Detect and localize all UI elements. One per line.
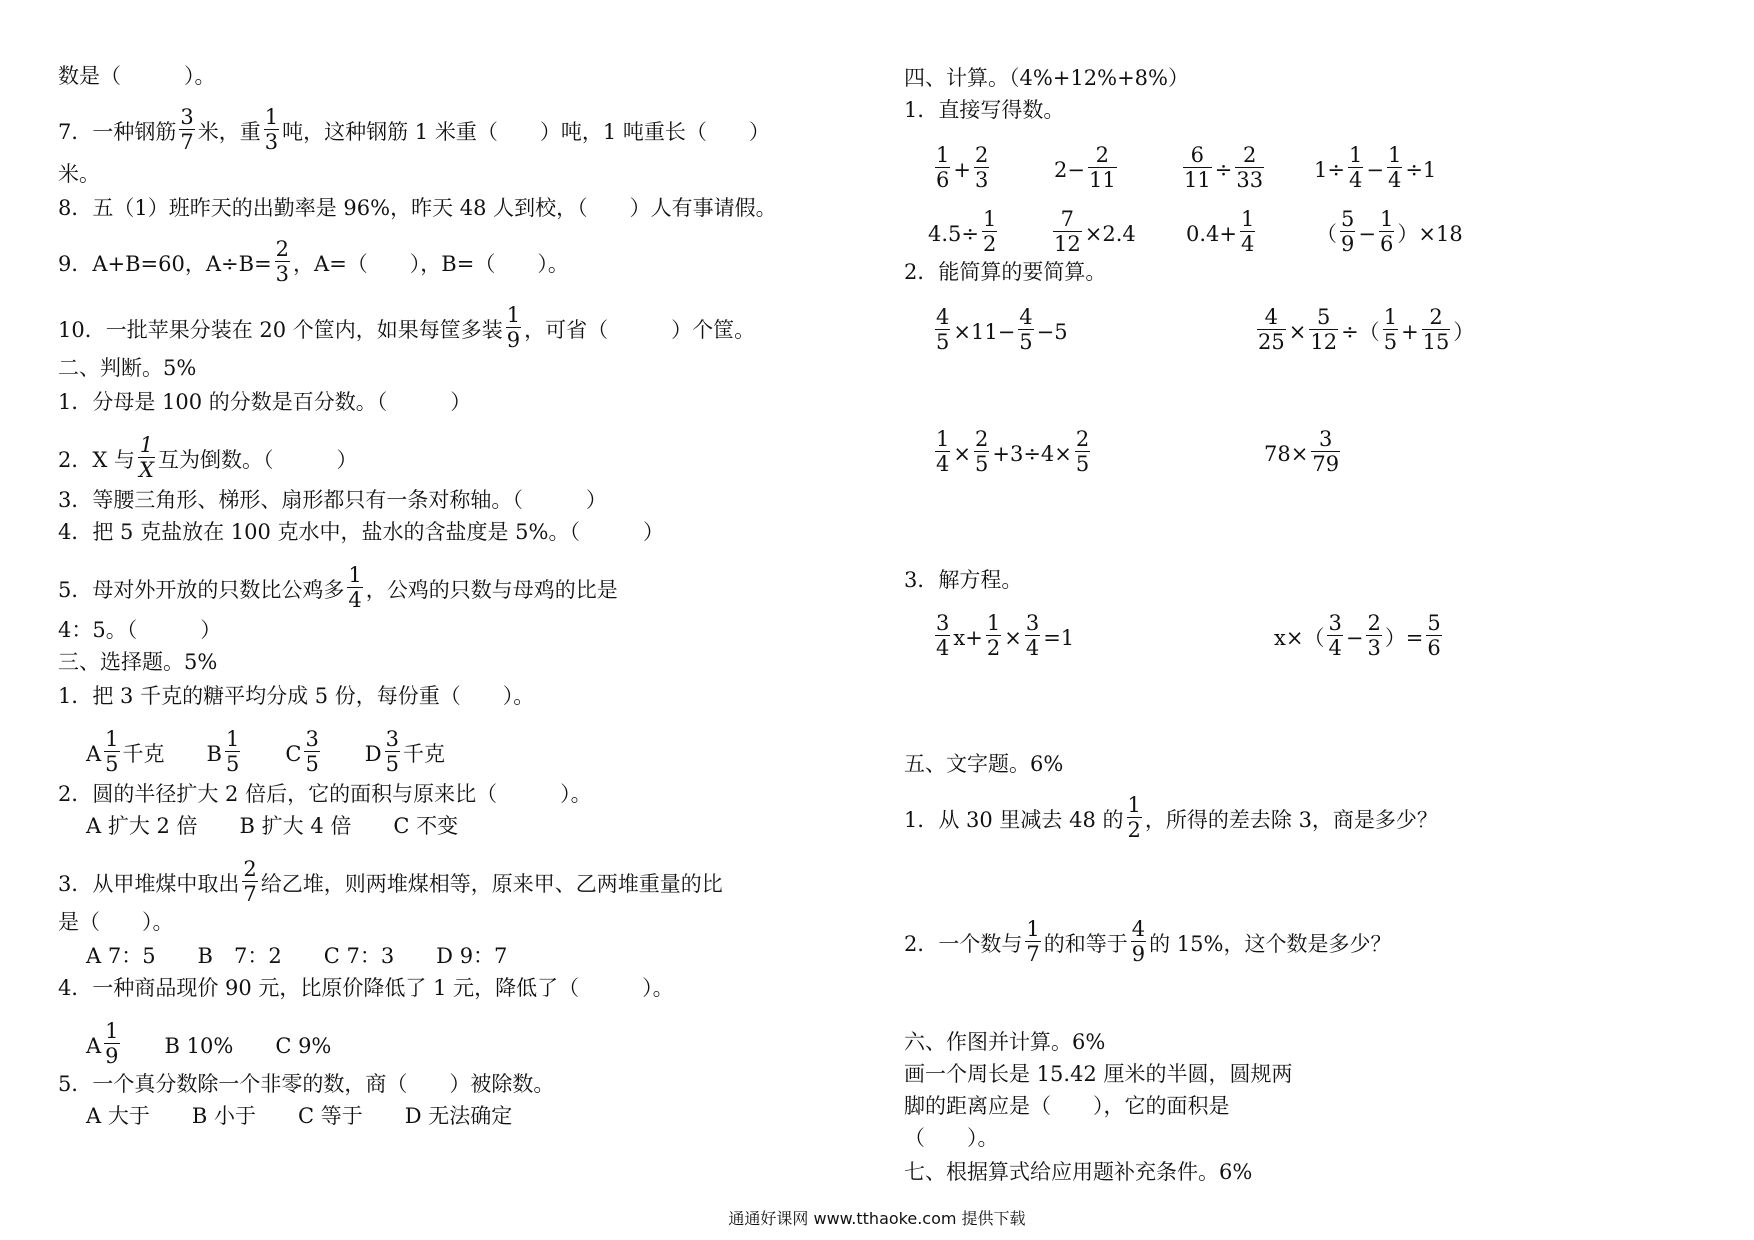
question-line — [1316, 207, 1463, 256]
fraction-denominator: 9 — [506, 328, 521, 352]
text-segment: ÷（ — [1341, 319, 1380, 344]
fraction-denominator: 4 — [1241, 232, 1255, 256]
question-line — [58, 61, 216, 87]
fraction — [304, 727, 319, 776]
fraction-numerator: 1 — [506, 303, 521, 327]
text-segment: 1÷ — [1314, 157, 1345, 182]
question-line — [86, 727, 446, 776]
fraction-numerator: 2 — [1243, 143, 1257, 167]
text-segment: 4．把 5 克盐放在 100 克水中，盐水的含盐度是 5%。（ ） — [58, 519, 664, 544]
fraction-numerator: 3 — [385, 727, 400, 751]
question-line — [1314, 143, 1437, 192]
text-segment: 7．一种钢筋 — [58, 119, 177, 144]
fraction-numerator: 1 — [348, 563, 362, 587]
text-segment: 米。 — [58, 161, 100, 186]
text-segment: ） — [1453, 319, 1475, 344]
question-line — [58, 159, 100, 185]
question-line — [58, 193, 777, 219]
fraction-denominator: 5 — [974, 452, 989, 476]
fraction-denominator: 4 — [1348, 168, 1363, 192]
fraction — [1311, 427, 1340, 476]
text-segment: 9．A+B=60，A÷B= — [58, 251, 272, 276]
question-line — [58, 681, 534, 707]
question-line — [58, 1069, 554, 1095]
fraction — [1257, 305, 1286, 354]
fraction-numerator: 1 — [139, 433, 154, 457]
text-segment: 4：5。（ ） — [58, 617, 222, 642]
fraction-numerator: 2 — [974, 143, 989, 167]
text-segment: ）= — [1384, 625, 1424, 650]
fraction — [1327, 611, 1342, 660]
footer-credit: 通通好课网 www.tthaoke.com 提供下载 — [728, 1209, 1026, 1228]
fraction-denominator: 9 — [105, 1044, 119, 1068]
question-line — [904, 1123, 999, 1149]
question-line — [58, 647, 217, 673]
fraction-numerator: 1 — [105, 727, 119, 751]
fraction — [1383, 305, 1398, 354]
fraction — [935, 611, 950, 660]
question-line — [904, 917, 1392, 966]
fraction — [1426, 611, 1441, 660]
fraction-numerator: 2 — [1429, 305, 1443, 329]
fraction-denominator: 12 — [1054, 232, 1081, 256]
text-segment: 六、作图并计算。6% — [904, 1029, 1106, 1054]
fraction-numerator: 1 — [1379, 207, 1394, 231]
fraction — [974, 143, 989, 192]
fraction-denominator: 5 — [1019, 330, 1033, 354]
text-segment: A — [86, 741, 102, 766]
fraction-numerator: 1 — [1127, 793, 1141, 817]
text-segment: 吨，这种钢筋 1 米重（ ）吨，1 吨重长（ ） — [282, 119, 770, 144]
fraction-numerator: 1 — [1241, 207, 1255, 231]
text-segment: × — [953, 441, 971, 466]
text-segment: ，可省（ ）个筐。 — [524, 317, 756, 342]
text-segment: × — [1288, 319, 1307, 344]
fraction-numerator: 2 — [1075, 427, 1090, 451]
text-segment: + — [953, 157, 971, 182]
fraction-numerator: 1 — [986, 611, 1001, 635]
fraction-numerator: 5 — [1427, 611, 1441, 635]
right-column — [904, 0, 1724, 1200]
text-segment: =1 — [1043, 625, 1075, 650]
fraction — [1379, 207, 1394, 256]
fraction-numerator: 1 — [936, 143, 950, 167]
fraction-numerator: 3 — [305, 727, 319, 751]
fraction-denominator: 5 — [1383, 330, 1398, 354]
question-line — [1180, 143, 1267, 192]
fraction-denominator: 3 — [264, 130, 279, 154]
question-line — [58, 857, 723, 906]
fraction-numerator: 1 — [105, 1019, 119, 1043]
text-segment: 0.4+ — [1186, 221, 1237, 246]
fraction — [104, 1019, 119, 1068]
text-segment: （ — [1316, 221, 1337, 246]
text-segment: 3．等腰三角形、梯形、扇形都只有一条对称轴。（ ） — [58, 487, 607, 512]
question-line — [86, 941, 507, 967]
text-segment: 四、计算。（4%+12%+8%） — [904, 65, 1189, 90]
fraction-numerator: 5 — [1317, 305, 1331, 329]
fraction — [1309, 305, 1338, 354]
text-segment: +3÷4× — [992, 441, 1072, 466]
text-segment: 千克 B — [122, 741, 222, 766]
fraction-numerator: 4 — [936, 305, 950, 329]
text-segment: ×2.4 — [1084, 221, 1136, 246]
fraction — [138, 433, 155, 482]
question-line — [58, 303, 756, 352]
fraction-numerator: 1 — [264, 105, 279, 129]
question-line — [58, 517, 664, 543]
text-segment: 10．一批苹果分装在 20 个筐内，如果每筐多装 — [58, 317, 503, 342]
fraction — [1183, 143, 1212, 192]
text-segment: 数是（ ）。 — [58, 63, 216, 88]
fraction-numerator: 3 — [1328, 611, 1342, 635]
fraction-numerator: 7 — [1060, 207, 1075, 231]
fraction-denominator: 33 — [1236, 168, 1264, 192]
text-segment: 二、判断。5% — [58, 355, 197, 380]
text-segment: A 大于 B 小于 C 等于 D 无法确定 — [86, 1103, 513, 1128]
fraction-denominator: 2 — [983, 232, 997, 256]
fraction-denominator: 6 — [1379, 232, 1394, 256]
question-line — [904, 793, 1438, 842]
fraction-denominator: X — [139, 458, 154, 482]
text-segment: 1．把 3 千克的糖平均分成 5 份，每份重（ ）。 — [58, 683, 535, 708]
fraction-denominator: 4 — [1328, 636, 1342, 660]
fraction — [104, 727, 119, 776]
text-segment: 1．直接写得数。 — [904, 97, 1065, 122]
text-segment: ，公鸡的只数与母鸡的比是 — [365, 577, 618, 602]
left-column — [58, 0, 878, 1200]
question-line — [904, 257, 1106, 283]
question-line — [86, 1019, 332, 1068]
fraction — [1053, 207, 1082, 256]
question-line — [904, 95, 1064, 121]
question-line — [86, 1101, 512, 1127]
fraction-denominator: 79 — [1312, 452, 1340, 476]
fraction-numerator: 5 — [1341, 207, 1355, 231]
fraction-numerator: 1 — [1026, 917, 1040, 941]
text-segment: ，A=（ ），B=（ ）。 — [293, 251, 569, 276]
text-segment: 3．从甲堆煤中取出 — [58, 871, 240, 896]
fraction-denominator: 3 — [974, 168, 989, 192]
text-segment: ÷1 — [1405, 157, 1437, 182]
question-line — [58, 615, 221, 641]
text-segment: 画一个周长是 15.42 厘米的半圆，圆规两 — [904, 1061, 1293, 1086]
fraction-denominator: 4 — [936, 452, 950, 476]
fraction-numerator: 4 — [1131, 917, 1146, 941]
fraction — [225, 727, 240, 776]
question-line — [1186, 207, 1258, 256]
question-line — [58, 237, 569, 286]
text-segment: − — [1345, 625, 1364, 650]
text-segment: （ ）。 — [904, 1125, 999, 1150]
text-segment: D — [322, 741, 382, 766]
text-segment: A 7：5 B 7：2 C 7：3 D 9：7 — [86, 943, 508, 968]
fraction — [1422, 305, 1451, 354]
fraction — [1348, 143, 1363, 192]
question-line — [904, 1157, 1252, 1183]
fraction-denominator: 15 — [1422, 330, 1450, 354]
fraction-denominator: 4 — [1387, 168, 1402, 192]
text-segment: 2．X 与 — [58, 447, 135, 472]
fraction-numerator: 2 — [243, 857, 257, 881]
question-line — [932, 143, 992, 192]
text-segment: 米，重 — [197, 119, 261, 144]
fraction-denominator: 5 — [305, 752, 319, 776]
text-segment: A — [86, 1033, 102, 1058]
question-line — [904, 749, 1063, 775]
text-segment: 1．从 30 里减去 48 的 — [904, 807, 1124, 832]
fraction-numerator: 6 — [1190, 143, 1205, 167]
question-line — [932, 611, 1075, 660]
fraction — [1387, 143, 1402, 192]
fraction-denominator: 4 — [348, 588, 362, 612]
fraction-numerator: 1 — [936, 427, 950, 451]
text-segment: 的和等于 — [1043, 931, 1128, 956]
question-line — [1274, 611, 1445, 660]
question-line — [58, 907, 174, 933]
text-segment: − — [1366, 157, 1384, 182]
text-segment: 三、选择题。5% — [58, 649, 218, 674]
question-line — [904, 1027, 1105, 1053]
question-line — [58, 563, 618, 612]
fraction-denominator: 9 — [1341, 232, 1355, 256]
question-line — [86, 811, 458, 837]
text-segment: 78× — [1264, 441, 1309, 466]
text-segment: ）×18 — [1397, 221, 1463, 246]
fraction-numerator: 4 — [1264, 305, 1279, 329]
fraction-denominator: 11 — [1088, 168, 1116, 192]
text-segment: C — [243, 741, 302, 766]
fraction-denominator: 5 — [936, 330, 950, 354]
fraction — [982, 207, 997, 256]
text-segment: 4．一种商品现价 90 元，比原价降低了 1 元，降低了（ ）。 — [58, 975, 674, 1000]
fraction-numerator: 3 — [1025, 611, 1040, 635]
text-segment: 8．五（1）班昨天的出勤率是 96%，昨天 48 人到校，（ ）人有事请假。 — [58, 195, 777, 220]
fraction — [264, 105, 279, 154]
fraction — [1075, 427, 1090, 476]
text-segment: 的 15%，这个数是多少？ — [1149, 931, 1392, 956]
fraction — [1127, 793, 1142, 842]
fraction — [1235, 143, 1264, 192]
fraction — [1340, 207, 1355, 256]
fraction-denominator: 7 — [243, 882, 257, 906]
fraction — [1366, 611, 1381, 660]
fraction-numerator: 1 — [983, 207, 997, 231]
question-line — [1264, 427, 1343, 476]
fraction-denominator: 2 — [986, 636, 1001, 660]
text-segment: 5．母对外开放的只数比公鸡多 — [58, 577, 345, 602]
question-line — [928, 207, 1000, 256]
fraction-numerator: 1 — [225, 727, 240, 751]
question-line — [58, 387, 471, 413]
fraction-numerator: 4 — [1019, 305, 1033, 329]
text-segment: ÷ — [1214, 157, 1233, 182]
fraction-denominator: 2 — [1127, 818, 1141, 842]
fraction — [974, 427, 989, 476]
fraction-denominator: 25 — [1258, 330, 1285, 354]
text-segment: x+ — [953, 625, 983, 650]
fraction — [1025, 611, 1040, 660]
fraction-numerator: 2 — [275, 237, 290, 261]
text-segment: 是（ ）。 — [58, 909, 174, 934]
question-line — [904, 63, 1189, 89]
fraction-denominator: 11 — [1184, 168, 1211, 192]
text-segment: 脚的距离应是（ ），它的面积是 — [904, 1093, 1230, 1118]
fraction-numerator: 3 — [1319, 427, 1333, 451]
text-segment: 4.5÷ — [928, 221, 979, 246]
question-line — [58, 485, 607, 511]
fraction-denominator: 4 — [1025, 636, 1040, 660]
fraction — [1025, 917, 1040, 966]
fraction-denominator: 4 — [936, 636, 950, 660]
question-line — [904, 565, 1022, 591]
fraction-denominator: 6 — [1427, 636, 1441, 660]
question-line — [58, 105, 770, 154]
text-segment: A 扩大 2 倍 B 扩大 4 倍 C 不变 — [86, 813, 459, 838]
fraction — [275, 237, 290, 286]
fraction-denominator: 3 — [275, 262, 290, 286]
question-line — [1254, 305, 1475, 354]
text-segment: −5 — [1036, 319, 1068, 344]
fraction-denominator: 5 — [225, 752, 240, 776]
text-segment: 给乙堆，则两堆煤相等，原来甲、乙两堆重量的比 — [260, 871, 723, 896]
fraction-denominator: 3 — [1367, 636, 1381, 660]
fraction-denominator: 5 — [385, 752, 400, 776]
fraction — [935, 305, 950, 354]
fraction-denominator: 9 — [1131, 942, 1146, 966]
text-segment: ×11− — [953, 319, 1016, 344]
fraction-numerator: 2 — [974, 427, 989, 451]
fraction-numerator: 3 — [936, 611, 950, 635]
text-segment: 五、文字题。6% — [904, 751, 1064, 776]
text-segment: 七、根据算式给应用题补充条件。6% — [904, 1159, 1253, 1184]
fraction — [1088, 143, 1117, 192]
fraction-numerator: 3 — [180, 105, 194, 129]
question-line — [932, 427, 1093, 476]
text-segment: 2．一个数与 — [904, 931, 1023, 956]
question-line — [904, 1059, 1292, 1085]
question-line — [1054, 143, 1120, 192]
question-line — [1050, 207, 1136, 256]
fraction-numerator: 1 — [1383, 305, 1398, 329]
fraction-numerator: 2 — [1367, 611, 1381, 635]
fraction-denominator: 5 — [1075, 452, 1090, 476]
fraction — [242, 857, 257, 906]
text-segment: ，所得的差去除 3，商是多少？ — [1144, 807, 1438, 832]
text-segment: 3．解方程。 — [904, 567, 1023, 592]
fraction — [179, 105, 194, 154]
fraction — [935, 143, 950, 192]
question-line — [58, 433, 358, 482]
fraction-denominator: 12 — [1310, 330, 1338, 354]
text-segment: 2− — [1054, 157, 1085, 182]
text-segment: 千克 — [403, 741, 446, 766]
fraction-denominator: 7 — [1026, 942, 1040, 966]
fraction — [347, 563, 362, 612]
question-line — [58, 779, 592, 805]
fraction-denominator: 7 — [180, 130, 194, 154]
fraction — [1131, 917, 1146, 966]
text-segment: − — [1358, 221, 1376, 246]
text-segment: 2．圆的半径扩大 2 倍后，它的面积与原来比（ ）。 — [58, 781, 592, 806]
fraction — [385, 727, 400, 776]
fraction — [986, 611, 1001, 660]
fraction-numerator: 2 — [1095, 143, 1110, 167]
fraction — [935, 427, 950, 476]
fraction-numerator: 1 — [1348, 143, 1363, 167]
text-segment: x×（ — [1274, 625, 1325, 650]
fraction — [1240, 207, 1255, 256]
question-line — [58, 353, 196, 379]
question-line — [904, 1091, 1230, 1117]
question-line — [58, 973, 674, 999]
fraction-denominator: 6 — [936, 168, 950, 192]
fraction-denominator: 5 — [105, 752, 119, 776]
question-line — [932, 305, 1068, 354]
text-segment: 5．一个真分数除一个非零的数，商（ ）被除数。 — [58, 1071, 555, 1096]
fraction-numerator: 1 — [1387, 143, 1402, 167]
fraction — [506, 303, 521, 352]
fraction — [1018, 305, 1033, 354]
text-segment: 2．能简算的要简算。 — [904, 259, 1107, 284]
text-segment: + — [1401, 319, 1419, 344]
text-segment: 1．分母是 100 的分数是百分数。（ ） — [58, 389, 472, 414]
text-segment: B 10% C 9% — [122, 1033, 332, 1058]
text-segment: 互为倒数。（ ） — [157, 447, 358, 472]
text-segment: × — [1004, 625, 1022, 650]
